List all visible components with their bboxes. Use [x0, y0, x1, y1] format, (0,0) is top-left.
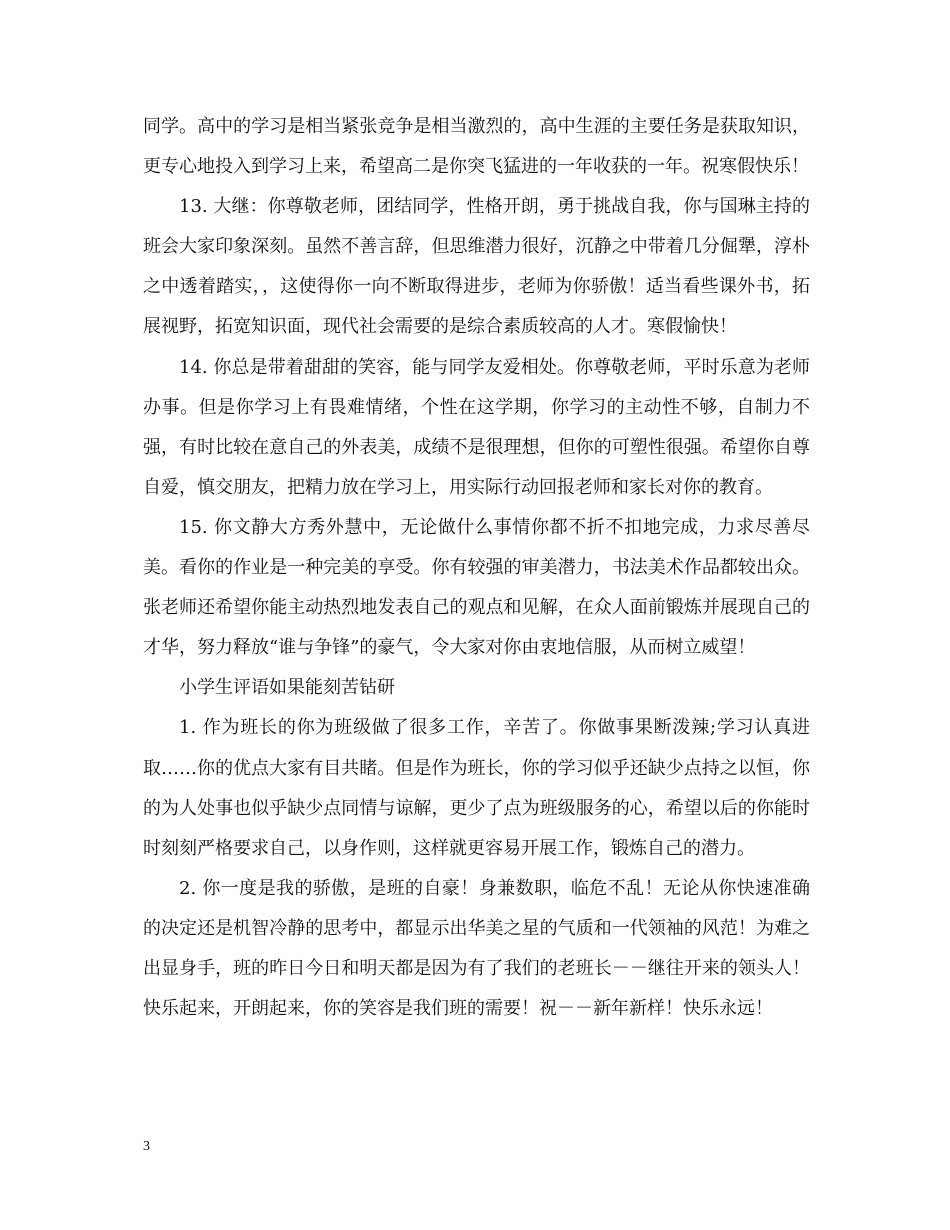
paragraph: 15. 你文静大方秀外慧中，无论做什么事情你都不折不扣地完成，力求尽善尽美。看你的作业是一种完美的享受。你有较强的审美潜力，书法美术作品都较出众。张老师还希望你能主动热烈地发表自己的观点和见解，在众人面前锻炼并展现自己的才华，努力释放“谁与争锋”的豪气，令大家对你由衷地信服，从而树立威望！: [143, 516, 810, 659]
paragraph: 2. 你一度是我的骄傲，是班的自豪！身兼数职，临危不乱！无论从你快速准确的决定还是机智冷静的思考中，都显示出华美之星的气质和一代领袖的风范！为难之出显身手，班的昨日今日和明天都是因为有了我们的老班长－－继往开来的领头人！快乐起来，开朗起来，你的笑容是我们班的需要！祝－－新年新样！快乐永远！: [143, 877, 810, 1020]
section-heading: 小学生评语如果能刻苦钻研: [179, 677, 395, 699]
paragraph: 1. 作为班长的你为班级做了很多工作，辛苦了。你做事果断泼辣;学习认真进取……你的优点大家有目共睹。但是作为班长，你的学习似乎还缺少点持之以恒，你的为人处事也似乎缺少点同情与谅解，更少了点为班级服务的心，希望以后的你能时时刻刻严格要求自己，以身作则，这样就更容易开展工作，锻炼自己的潜力。: [143, 717, 810, 859]
document-body: [143, 107, 810, 1029]
paragraph: 13. 大继：你尊敬老师，团结同学，性格开朗，勇于挑战自我，你与国琳主持的班会大家印象深刻。虽然不善言辞，但思维潜力很好，沉静之中带着几分倔犟，淳朴之中透着踏实，，这使得你一向不断取得进步，老师为你骄傲！适当看些课外书，拓展视野，拓宽知识面，现代社会需要的是综合素质较高的人才。寒假愉快！: [143, 196, 810, 338]
page-number: 3: [143, 1139, 150, 1154]
paragraph: 14. 你总是带着甜甜的笑容，能与同学友爱相处。你尊敬老师，平时乐意为老师办事。但是你学习上有畏难情绪，个性在这学期，你学习的主动性不够，自制力不强，有时比较在意自己的外表美，成绩不是很理想，但你的可塑性很强。希望你自尊自爱，慎交朋友，把精力放在学习上，用实际行动回报老师和家长对你的教育。: [143, 356, 810, 498]
paragraph: 同学。高中的学习是相当紧张竞争是相当激烈的，高中生涯的主要任务是获取知识，更专心地投入到学习上来，希望高二是你突飞猛进的一年收获的一年。祝寒假快乐！: [143, 116, 810, 178]
